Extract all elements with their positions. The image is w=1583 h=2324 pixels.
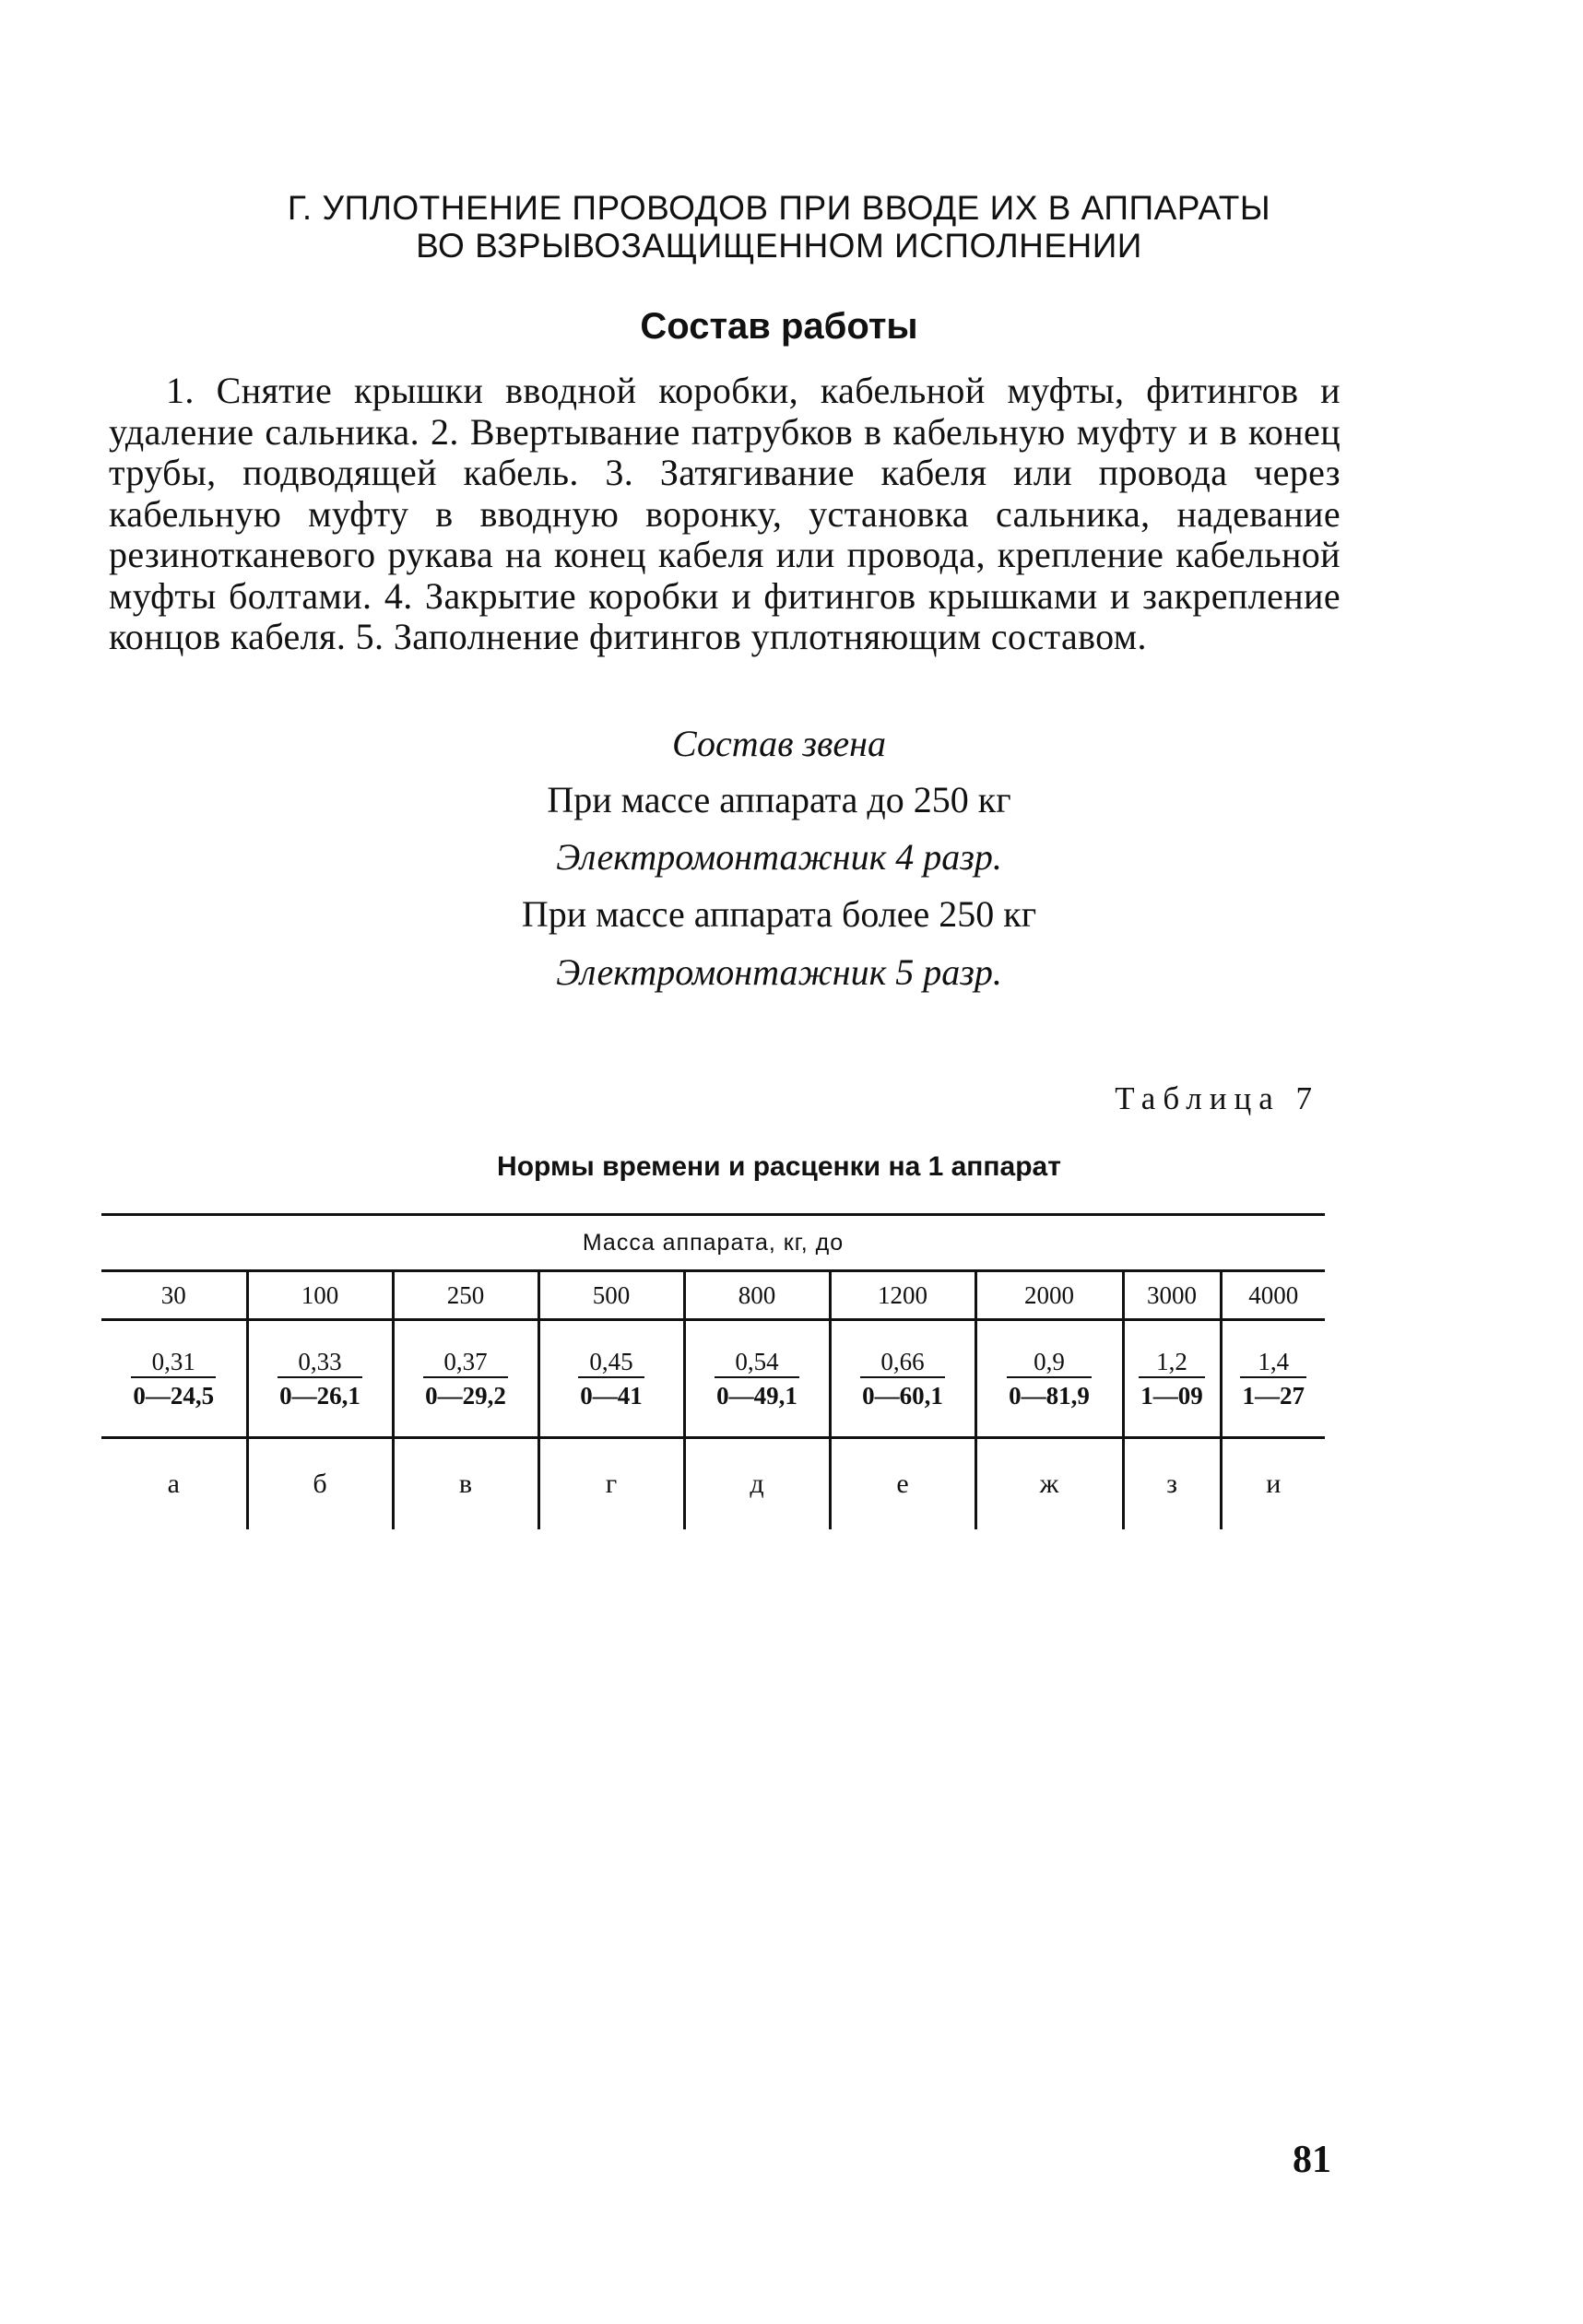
norm-rate-cell <box>975 1320 1123 1438</box>
rate-value: 0—24,5 <box>133 1381 215 1410</box>
time-norm: 0,31 <box>131 1347 216 1378</box>
mass-cell: 500 <box>538 1271 684 1320</box>
norm-rate-cell <box>1221 1320 1325 1438</box>
page-number: 81 <box>1293 2139 1331 2181</box>
norm-rate-cell <box>538 1320 684 1438</box>
norm-rate-fraction <box>860 1347 945 1411</box>
norm-rate-cell <box>393 1320 538 1438</box>
rate-value: 1—27 <box>1242 1381 1305 1410</box>
rate-value: 0—26,1 <box>279 1381 360 1410</box>
column-index: в <box>393 1438 538 1530</box>
norm-rate-fraction <box>578 1347 644 1411</box>
crew-heading: Состав звена <box>671 723 886 764</box>
mass-cell: 2000 <box>975 1271 1123 1320</box>
time-norm: 0,54 <box>715 1347 799 1378</box>
rate-value: 0—41 <box>580 1381 643 1410</box>
mass-cell: 30 <box>101 1271 247 1320</box>
crew-case-2: При массе аппарата более 250 кг <box>521 893 1037 935</box>
norm-rate-cell <box>247 1320 393 1438</box>
work-heading: Состав работы <box>640 306 918 347</box>
column-index: д <box>684 1438 830 1530</box>
time-norm: 0,45 <box>578 1347 644 1378</box>
column-index: б <box>247 1438 393 1530</box>
rate-value: 1—09 <box>1140 1381 1203 1410</box>
norm-rate-cell <box>1123 1320 1221 1438</box>
table-number: Таблица 7 <box>1115 1080 1319 1116</box>
norm-rate-fraction <box>715 1347 799 1411</box>
norm-rate-fraction <box>278 1347 362 1411</box>
section-title-line-2: ВО ВЗРЫВОЗАЩИЩЕННОМ ИСПОЛНЕНИИ <box>416 227 1142 265</box>
mass-cell: 4000 <box>1221 1271 1325 1320</box>
column-index: а <box>101 1438 247 1530</box>
norm-rate-cell <box>101 1320 247 1438</box>
norm-rate-fraction <box>423 1347 508 1411</box>
norm-rate-fraction <box>131 1347 216 1411</box>
rate-value: 0—81,9 <box>1009 1381 1090 1410</box>
time-norm: 0,37 <box>423 1347 508 1378</box>
rate-value: 0—60,1 <box>862 1381 943 1410</box>
norms-table <box>101 1213 1325 1529</box>
rate-value: 0—49,1 <box>716 1381 797 1410</box>
mass-cell: 1200 <box>830 1271 975 1320</box>
mass-cell: 800 <box>684 1271 830 1320</box>
crew-worker-1: Электромонтажник 4 разр. <box>556 836 1002 878</box>
column-index: з <box>1123 1438 1221 1530</box>
column-index: ж <box>975 1438 1123 1530</box>
crew-case-1: При массе аппарата до 250 кг <box>547 779 1011 820</box>
column-index: и <box>1221 1438 1325 1530</box>
section-title-line-1: Г. УПЛОТНЕНИЕ ПРОВОДОВ ПРИ ВВОДЕ ИХ В АППАРАТЫ <box>287 189 1271 227</box>
time-norm: 0,33 <box>278 1347 362 1378</box>
time-norm: 1,2 <box>1139 1347 1205 1378</box>
mass-cell: 3000 <box>1123 1271 1221 1320</box>
time-norm: 0,9 <box>1007 1347 1092 1378</box>
column-index: е <box>830 1438 975 1530</box>
norm-rate-cell <box>684 1320 830 1438</box>
time-norm: 1,4 <box>1240 1347 1306 1378</box>
time-norm: 0,66 <box>860 1347 945 1378</box>
norm-rate-cell <box>830 1320 975 1438</box>
column-index: г <box>538 1438 684 1530</box>
norm-rate-fraction <box>1240 1347 1306 1411</box>
mass-header: Масса аппарата, кг, до <box>101 1215 1325 1271</box>
crew-worker-2: Электромонтажник 5 разр. <box>556 951 1002 993</box>
rate-value: 0—29,2 <box>425 1381 506 1410</box>
mass-cell: 100 <box>247 1271 393 1320</box>
table-caption: Нормы времени и расценки на 1 аппарат <box>497 1151 1061 1182</box>
norm-rate-fraction <box>1007 1347 1092 1411</box>
mass-cell: 250 <box>393 1271 538 1320</box>
work-description: 1. Снятие крышки вводной коробки, кабельной муфты, фитингов и удаление сальника. 2. Ввертывание патрубков в кабельную муфту и в конец трубы, подводящей кабель. 3. Затягивание кабеля или провода через кабельную муфту в вводную воронку, установка сальника, надевание резинотканевого рукава на конец кабеля или провода, крепление кабельной муфты болтами. 4. Закрытие коробки и фитингов крышками и закрепление концов кабеля. 5. Заполнение фитингов уплотняющим составом. <box>109 370 1341 657</box>
norm-rate-fraction <box>1139 1347 1205 1411</box>
